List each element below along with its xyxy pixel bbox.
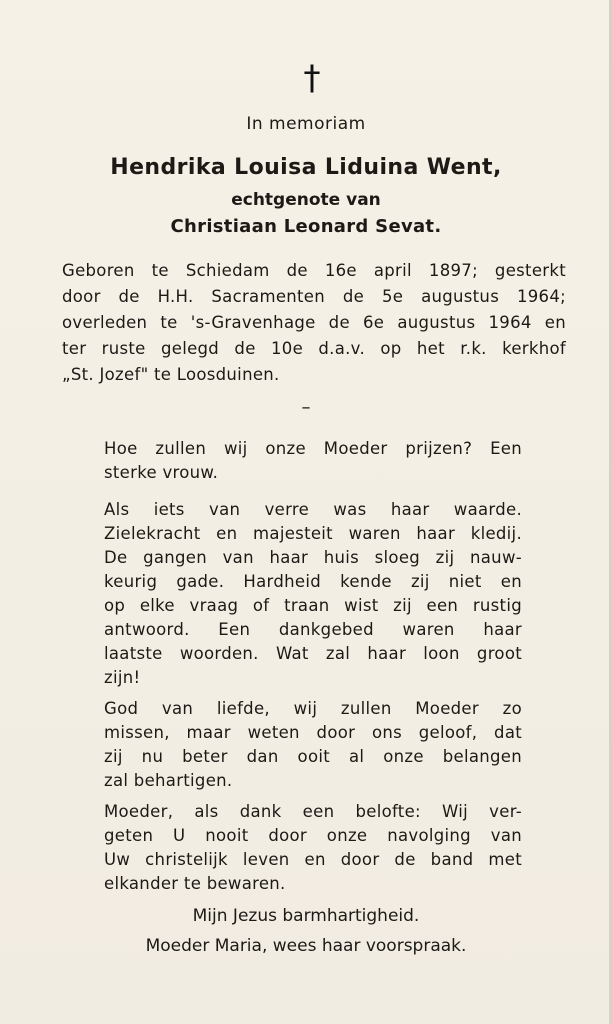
verse-line: Zielekracht en majesteit waren haar kledij. <box>104 524 522 543</box>
verse-line: elkander te bewaren. <box>104 874 286 893</box>
spouse-intro: echtgenote van <box>231 190 381 210</box>
heading: In memoriam <box>246 114 366 134</box>
verse-paragraph-2 <box>104 498 522 690</box>
spouse-name: Christiaan Leonard Sevat. <box>170 216 442 237</box>
verse-line: De gangen van haar huis sloeg zij nauw- <box>104 548 522 567</box>
verse-line: Als iets van verre was haar waarde. <box>104 500 522 519</box>
bio-line: Geboren te Schiedam de 16e april 1897; gesterkt <box>62 261 566 280</box>
closing-prayer-1: Mijn Jezus barmhartigheid. <box>192 906 420 926</box>
verse-line: antwoord. Een dankgebed waren haar <box>104 620 522 639</box>
verse-paragraph-1 <box>104 437 522 485</box>
separator: – <box>301 397 311 418</box>
verse-paragraph-3 <box>104 697 522 793</box>
verse-line: Moeder, als dank een belofte: Wij ver- <box>104 802 522 821</box>
verse-line: Hoe zullen wij onze Moeder prijzen? Een <box>104 439 522 458</box>
verse-line: Uw christelijk leven en door de band met <box>104 850 522 869</box>
verse-line: zal behartigen. <box>104 771 233 790</box>
verse-line: laatste woorden. Wat zal haar loon groot <box>104 644 522 663</box>
verse-line: sterke vrouw. <box>104 463 219 482</box>
bio-line: ter ruste gelegd de 10e d.a.v. op het r.k. kerkhof <box>62 339 566 358</box>
verse-line: op elke vraag of traan wist zij een rustig <box>104 596 522 615</box>
verse-line: God van liefde, wij zullen Moeder zo <box>104 699 522 718</box>
closing-prayer-2: Moeder Maria, wees haar voorspraak. <box>145 936 467 956</box>
verse-line: zijn! <box>104 668 141 687</box>
biography <box>62 258 566 388</box>
cross-icon: † <box>303 58 321 98</box>
verse-line: geten U nooit door onze navolging van <box>104 826 522 845</box>
verse-line: missen, maar weten door ons geloof, dat <box>104 723 522 742</box>
verse-paragraph-4 <box>104 800 522 896</box>
bio-line: overleden te 's-Gravenhage de 6e augustus 1964 en <box>62 313 566 332</box>
bio-line: „St. Jozef" te Loosduinen. <box>62 365 280 384</box>
verse-line: keurig gade. Hardheid kende zij niet en <box>104 572 522 591</box>
bio-line: door de H.H. Sacramenten de 5e augustus 1964; <box>62 287 566 306</box>
deceased-name: Hendrika Louisa Liduina Went, <box>110 155 502 180</box>
verse-line: zij nu beter dan ooit al onze belangen <box>104 747 522 766</box>
